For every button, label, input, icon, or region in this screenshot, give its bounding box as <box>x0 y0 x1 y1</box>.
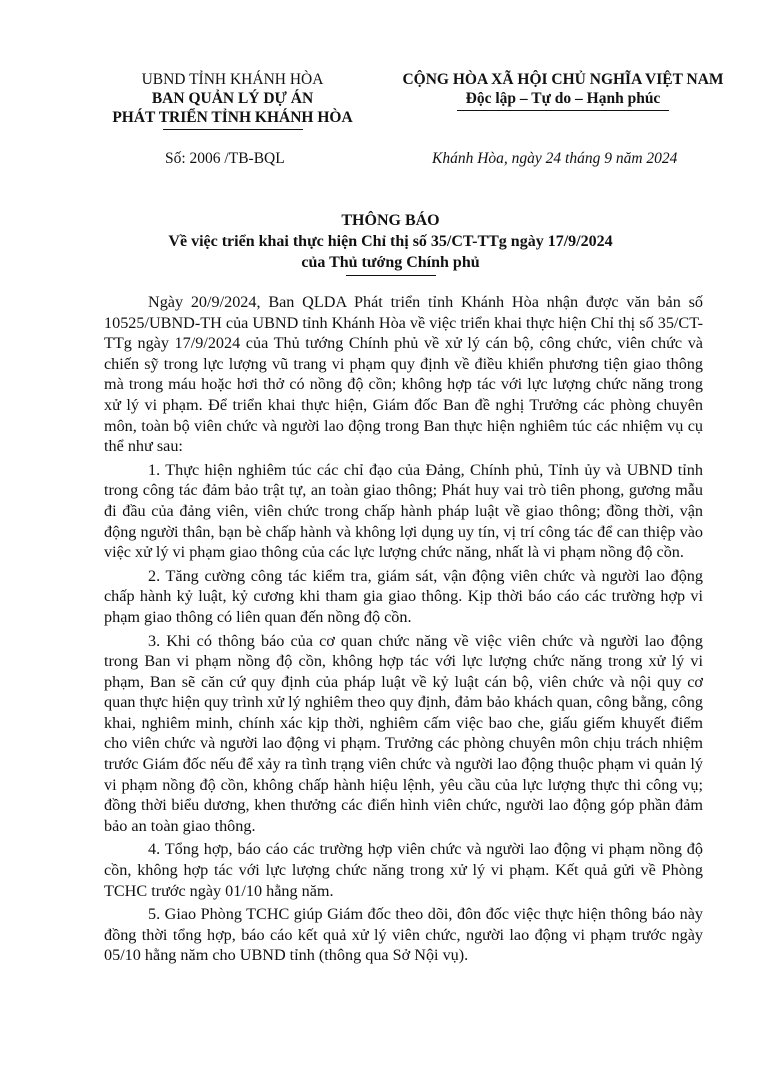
title-underline <box>346 275 436 276</box>
document-number: Số: 2006 /TB-BQL <box>165 150 285 167</box>
agency-name-line1: BAN QUẢN LÝ DỰ ÁN <box>151 90 314 107</box>
issuing-agency-block <box>80 70 385 130</box>
agency-parent: UBND TỈNH KHÁNH HÒA <box>141 71 324 88</box>
paragraph-intro: Ngày 20/9/2024, Ban QLDA Phát triển tỉnh Khánh Hòa nhận được văn bản số 10525/UBND-TH của UBND tỉnh Khánh Hòa về việc triển khai thực hiện Chỉ thị số 35/CT-TTg ngày 17/9/2024 của Thủ tướng Chính phủ về xử lý cán bộ, công chức, viên chức và chiến sỹ trong lực lượng vũ trang vi phạm quy định về điều khiển phương tiện giao thông mà trong máu hoặc hơi thở có nồng độ cồn; không hợp tác với lực lượng chức năng trong xử lý vi phạm. Để triển khai thực hiện, Giám đốc Ban đề nghị Trưởng các phòng chuyên môn, toàn bộ viên chức và người lao động trong Ban thực hiện nghiêm túc các nhiệm vụ cụ thể như sau: <box>104 293 703 456</box>
document-title <box>80 210 701 276</box>
title-subject-line1: Về việc triển khai thực hiện Chỉ thị số 35/CT-TTg ngày 17/9/2024 <box>168 233 613 250</box>
paragraph-item-2: 2. Tăng cường công tác kiểm tra, giám sát, vận động viên chức và người lao động chấp hành kỷ luật, kỷ cương khi tham gia giao thông. Kịp thời báo cáo các trường hợp vi phạm giao thông có liên quan đến nồng độ cồn. <box>104 566 703 626</box>
motto-underline <box>457 110 669 111</box>
national-name: CỘNG HÒA XÃ HỘI CHỦ NGHĨA VIỆT NAM <box>402 71 724 88</box>
paragraph-item-1: 1. Thực hiện nghiêm túc các chỉ đạo của Đảng, Chính phủ, Tỉnh ủy và UBND tỉnh trong công tác đảm bảo trật tự, an toàn giao thông; Phát huy vai trò tiên phong, gương mẫu đi đầu của đảng viên, viên chức trong chấp hành pháp luật về giao thông; đồng thời, vận động người thân, bạn bè chấp hành và không lợi dụng uy tín, vị trí công tác để can thiệp vào việc xử lý vi phạm giao thông của các lực lượng chức năng, nhất là vi phạm nồng độ cồn. <box>104 460 703 562</box>
agency-underline <box>163 129 303 130</box>
paragraph-item-5: 5. Giao Phòng TCHC giúp Giám đốc theo dõi, đôn đốc việc thực hiện thông báo này đồng thời tổng hợp, báo cáo kết quả xử lý viên chức, người lao động vi phạm trước ngày 05/10 hằng năm cho UBND tỉnh (thông qua Sở Nội vụ). <box>104 905 703 965</box>
title-heading: THÔNG BÁO <box>341 212 440 229</box>
national-title-block <box>378 70 748 111</box>
agency-name-line2: PHÁT TRIỂN TỈNH KHÁNH HÒA <box>112 109 353 126</box>
paragraph-item-3: 3. Khi có thông báo của cơ quan chức năng về việc viên chức và người lao động trong Ban vi phạm nồng độ cồn, không hợp tác với lực lượng chức năng trong xử lý vi phạm, Ban sẽ căn cứ quy định của pháp luật về kỷ luật cán bộ, viên chức và nội quy cơ quan thực hiện quy trình xử lý nghiêm theo quy định, đảm bảo khách quan, công bằng, công khai, nghiêm minh, chính xác kịp thời, nghiêm cấm việc bao che, giấu giếm khuyết điểm cho viên chức và người lao động vi phạm. Trưởng các phòng chuyên môn chịu trách nhiệm trước Giám đốc nếu để xảy ra tình trạng viên chức và người lao động thuộc phạm vi quản lý vi phạm nồng độ cồn, không chấp hành hiệu lệnh, yêu cầu của lực lượng thực thi công vụ; đồng thời biểu dương, khen thưởng các điển hình viên chức, người lao động góp phần đảm bảo an toàn giao thông. <box>104 631 703 835</box>
national-motto: Độc lập – Tự do – Hạnh phúc <box>465 90 661 107</box>
document-body <box>104 292 703 969</box>
paragraph-item-4: 4. Tổng hợp, báo cáo các trường hợp viên chức và người lao động vi phạm nồng độ cồn, không hợp tác với lực lượng chức năng trong xử lý vi phạm. Kết quả gửi về Phòng TCHC trước ngày 01/10 hằng năm. <box>104 840 703 900</box>
title-subject-line2: của Thủ tướng Chính phủ <box>301 254 480 271</box>
document-date: Khánh Hòa, ngày 24 tháng 9 năm 2024 <box>432 150 678 167</box>
